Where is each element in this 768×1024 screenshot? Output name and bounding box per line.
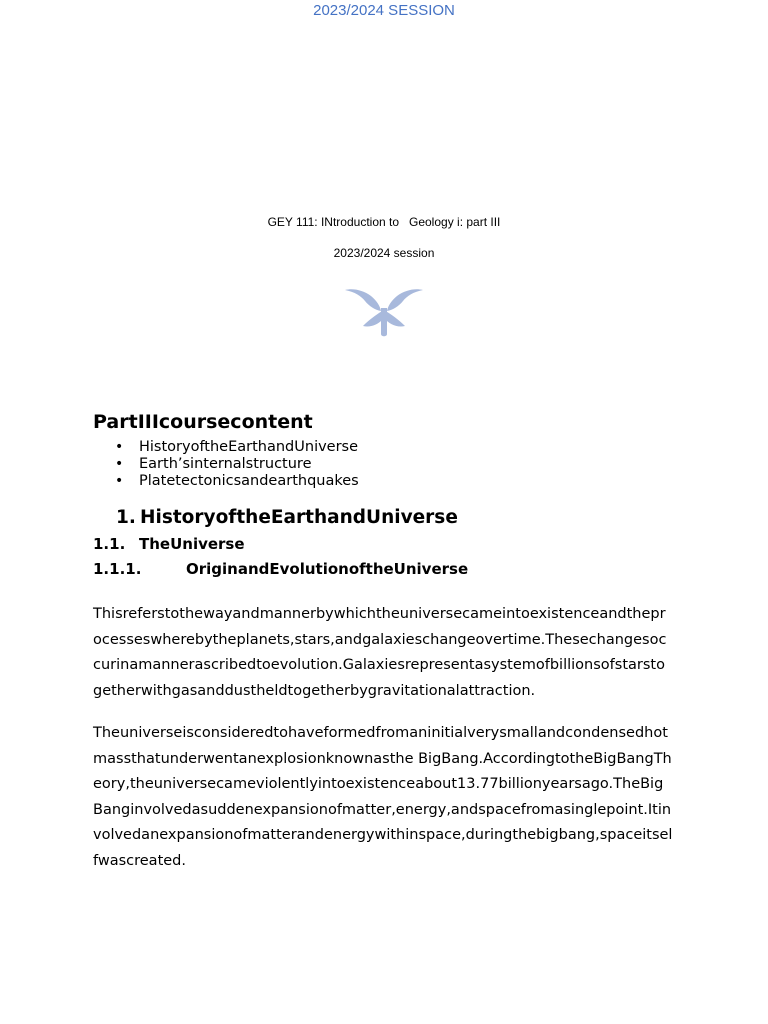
- sprout-logo-svg: [343, 284, 425, 340]
- bullet-text: Platetectonicsandearthquakes: [139, 473, 359, 489]
- heading-1-number: 1.: [116, 507, 136, 528]
- bullet-item: [115, 456, 678, 473]
- bullet-symbol: •: [115, 439, 124, 455]
- heading-level-2: [93, 534, 678, 554]
- content-bullet-list: [93, 439, 678, 490]
- cover-title: GEY 111: INtroduction to Geology i: part III: [267, 215, 501, 229]
- bullet-text: HistoryoftheEarthandUniverse: [139, 439, 359, 455]
- section-heading: PartIIIcoursecontent: [93, 411, 313, 433]
- heading-1-text: HistoryoftheEarthandUniverse: [140, 507, 458, 528]
- body-paragraph: Thisreferstothewayandmannerbywhichtheuniversecameintoexistenceandtheprocesseswherebytheplanets,stars,andgalaxieschangeovertime.Thesechangesoccurinamannerascribedtoevolution.Galaxiesrepresentasystemofbillionsofstarstogetherwithgasanddustheldtogetherbygravitationalattraction.: [93, 606, 667, 699]
- header-session: 2023/2024 SESSION: [313, 2, 455, 19]
- course-content: [93, 408, 678, 874]
- heading-level-1: [116, 506, 678, 530]
- heading-2-number: 1.1.: [93, 535, 126, 553]
- cover-session: 2023/2024 session: [333, 246, 435, 260]
- heading-2-text: TheUniverse: [139, 535, 245, 553]
- bullet-item: [115, 473, 678, 490]
- bullet-item: [115, 439, 678, 456]
- heading-3-text: OriginandEvolutionoftheUniverse: [186, 560, 469, 578]
- bullet-symbol: •: [115, 473, 124, 489]
- bullet-text: Earth’sinternalstructure: [139, 456, 312, 472]
- heading-level-3: [93, 559, 678, 579]
- logo-right-leaf: [387, 289, 423, 311]
- sprout-logo-icon: [343, 284, 425, 340]
- logo-left-leaf: [345, 289, 381, 311]
- heading-3-number: 1.1.1.: [93, 560, 142, 578]
- body-paragraph: Theuniverseisconsideredtohaveformedfromaninitialverysmallandcondensedhotmassthatunderwentanexplosionknownasthe BigBang.AccordingtotheBigBangTheory,theuniversecameviolentlyintoexistenceabout13.77billionyearsago.TheBigBanginvolvedasuddenexpansionofmatter,energy,andspacefromasinglepoint.Itinvolvedanexpansionofmatterandenergywithinspace,duringthebigbang,spaceitselfwascreated.: [93, 725, 673, 869]
- bullet-symbol: •: [115, 456, 124, 472]
